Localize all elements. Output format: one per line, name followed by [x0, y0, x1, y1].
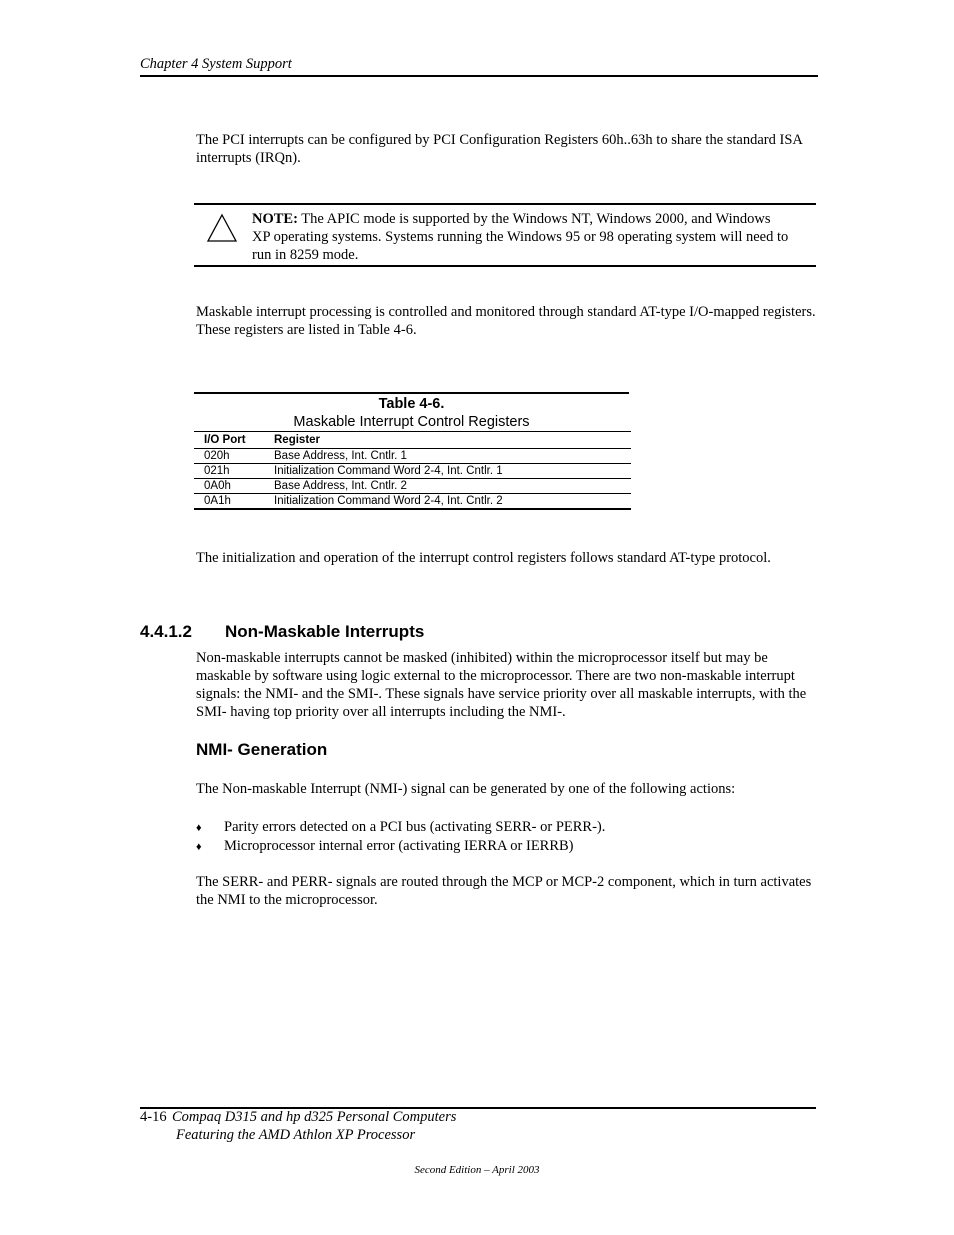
- column-header-io-port: I/O Port: [204, 434, 246, 446]
- header-rule: [140, 75, 818, 77]
- note-box: [194, 203, 816, 267]
- diamond-bullet-icon: ♦: [196, 822, 202, 834]
- paragraph-serr: The SERR- and PERR- signals are routed through the MCP or MCP-2 component, which in turn activates the NMI to the microprocessor.: [196, 874, 812, 908]
- table-cell-port: 021h: [204, 465, 230, 477]
- table-cell-register: Base Address, Int. Cntlr. 1: [274, 450, 407, 462]
- table-header-row: [194, 432, 631, 449]
- list-item: [196, 837, 605, 856]
- note-body: The APIC mode is supported by the Windows NT, Windows 2000, and Windows XP operating systems. Systems running the Windows 95 or 98 operating system will need to run in 8259 mode.: [252, 211, 789, 263]
- footer-title-line1: Compaq D315 and hp d325 Personal Computers: [172, 1109, 457, 1125]
- table-cell-register: Base Address, Int. Cntlr. 2: [274, 480, 407, 492]
- note-text: [252, 210, 792, 264]
- column-header-register: Register: [274, 434, 321, 446]
- table-title: Table 4-6.: [378, 396, 445, 412]
- section-title: Non-Maskable Interrupts: [225, 622, 425, 641]
- table-cell-port: 020h: [204, 450, 230, 462]
- list-item: [196, 818, 605, 837]
- paragraph-nmi-intro: The Non-maskable Interrupt (NMI-) signal can be generated by one of the following actions:: [196, 781, 736, 797]
- table-top-rule: [194, 392, 629, 394]
- section-number: 4.4.1.2: [140, 622, 192, 641]
- table-cell-port: 0A1h: [204, 495, 231, 507]
- section-heading: [140, 622, 424, 642]
- footer-title-line2: Featuring the AMD Athlon XP Processor: [176, 1127, 416, 1143]
- table-cell-register: Initialization Command Word 2-4, Int. Cntlr. 1: [274, 465, 503, 477]
- table-row: [194, 464, 631, 479]
- table-row: [194, 449, 631, 464]
- paragraph-pci-interrupts: The PCI interrupts can be configured by PCI Configuration Registers 60h..63h to share the standard ISA interrupts (IRQn).: [196, 132, 803, 166]
- bullet-list: [196, 818, 605, 856]
- paragraph-maskable: Maskable interrupt processing is controlled and monitored through standard AT-type I/O-mapped registers. These registers are listed in Table 4-6.: [196, 304, 816, 338]
- list-item-text: Parity errors detected on a PCI bus (activating SERR- or PERR-).: [224, 819, 606, 835]
- paragraph-non-maskable: Non-maskable interrupts cannot be masked (inhibited) within the microprocessor itself but may be maskable by software using logic external to the microprocessor. There are two non-maskable interrupt signals: the NMI- and the SMI-. These signals have service priority over all maskable interrupts, with the SMI- having top priority over all interrupts including the NMI-.: [196, 650, 807, 720]
- table-caption: [194, 395, 629, 431]
- table-subtitle: Maskable Interrupt Control Registers: [293, 414, 530, 430]
- edition-note: Second Edition – April 2003: [414, 1164, 540, 1176]
- paragraph-init: The initialization and operation of the interrupt control registers follows standard AT-type protocol.: [196, 550, 771, 566]
- caution-triangle-icon: [206, 213, 238, 243]
- register-table: [194, 431, 631, 510]
- table-row: [194, 494, 631, 510]
- page-number: 4-16: [140, 1109, 167, 1125]
- table-cell-port: 0A0h: [204, 480, 231, 492]
- list-item-text: Microprocessor internal error (activating IERRA or IERRB): [224, 838, 574, 854]
- note-label: NOTE:: [252, 211, 298, 227]
- subsection-heading: NMI- Generation: [196, 740, 328, 759]
- running-header: Chapter 4 System Support: [140, 56, 292, 72]
- table-cell-register: Initialization Command Word 2-4, Int. Cntlr. 2: [274, 495, 503, 507]
- table-row: [194, 479, 631, 494]
- diamond-bullet-icon: ♦: [196, 841, 202, 853]
